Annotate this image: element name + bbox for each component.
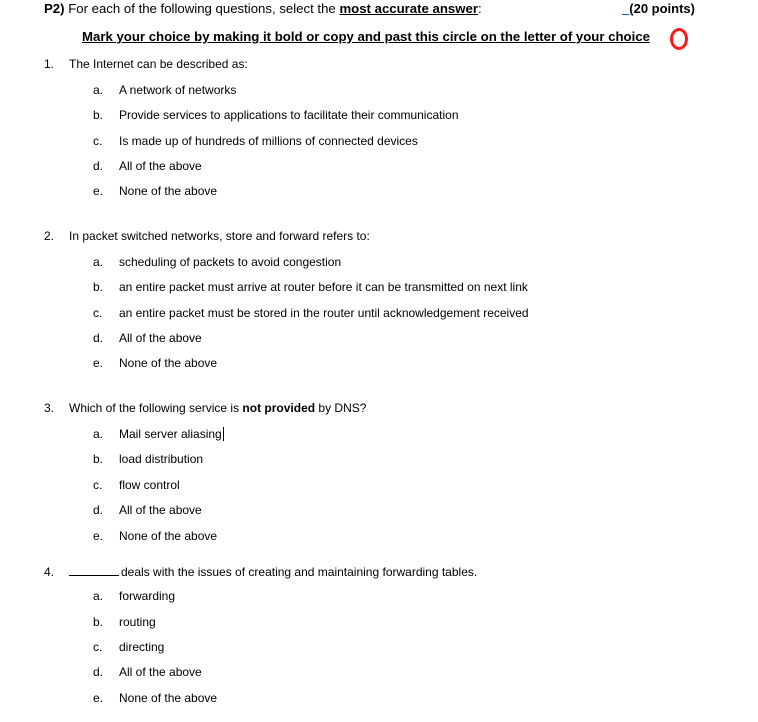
q3-option-a[interactable]: [93, 427, 224, 441]
question-emphasis: not provided: [242, 401, 316, 415]
question-number: 1.: [44, 57, 55, 71]
section-header: [44, 1, 694, 16]
question-4: [44, 564, 477, 579]
q2-option-c[interactable]: [93, 306, 529, 320]
option-letter: d.: [93, 159, 104, 173]
points-label: [622, 1, 695, 16]
option-text: None of the above: [119, 691, 218, 705]
q4-option-d[interactable]: [93, 665, 202, 679]
question-1: [44, 57, 248, 71]
option-text: forwarding: [119, 589, 176, 603]
q3-option-d[interactable]: [93, 503, 202, 517]
question-text-after: by DNS?: [315, 401, 367, 415]
option-letter: d.: [93, 665, 104, 679]
option-letter: c.: [93, 306, 103, 320]
q3-option-b[interactable]: [93, 452, 203, 466]
option-text: All of the above: [119, 331, 202, 345]
option-letter: e.: [93, 356, 104, 370]
option-letter: a.: [93, 83, 104, 97]
option-text: scheduling of packets to avoid congestion: [119, 255, 342, 269]
option-text: load distribution: [119, 452, 204, 466]
option-letter: d.: [93, 503, 104, 517]
q3-option-c[interactable]: [93, 478, 180, 492]
option-text: an entire packet must arrive at router before it can be transmitted on next link: [119, 280, 528, 294]
option-text: None of the above: [119, 529, 218, 543]
text-cursor: [223, 427, 224, 441]
option-text: Is made up of hundreds of millions of connected devices: [119, 134, 418, 148]
q1-option-b[interactable]: [93, 108, 459, 122]
option-text: None of the above: [119, 184, 218, 198]
question-number: 2.: [44, 229, 55, 243]
option-text: directing: [119, 640, 165, 654]
option-letter: c.: [93, 640, 103, 654]
option-text: Provide services to applications to facilitate their communication: [119, 108, 459, 122]
header-text: For each of the following questions, select the: [64, 1, 340, 16]
option-letter: e.: [93, 691, 104, 705]
option-letter: c.: [93, 478, 103, 492]
q3-option-e[interactable]: [93, 529, 217, 543]
option-letter: e.: [93, 184, 104, 198]
q1-option-a[interactable]: [93, 83, 236, 97]
option-text: an entire packet must be stored in the router until acknowledgement received: [119, 306, 529, 320]
answer-circle-icon[interactable]: [670, 28, 688, 50]
option-letter: c.: [93, 134, 103, 148]
option-text: flow control: [119, 478, 180, 492]
option-text: All of the above: [119, 665, 202, 679]
question-text: The Internet can be described as:: [69, 57, 248, 71]
fill-in-blank: [69, 564, 119, 576]
option-letter: d.: [93, 331, 104, 345]
q4-option-c[interactable]: [93, 640, 164, 654]
section-label: P2): [44, 1, 65, 16]
question-number: 4.: [44, 565, 55, 579]
question-text: Which of the following service is: [69, 401, 243, 415]
option-letter: e.: [93, 529, 104, 543]
option-text: A network of networks: [119, 83, 237, 97]
q1-option-d[interactable]: [93, 159, 202, 173]
option-text: All of the above: [119, 159, 202, 173]
q2-option-b[interactable]: [93, 280, 528, 294]
question-3: [44, 401, 366, 415]
header-emphasis: most accurate answer: [339, 1, 478, 16]
question-text: deals with the issues of creating and maintaining forwarding tables.: [121, 565, 478, 579]
q2-option-a[interactable]: [93, 255, 341, 269]
q4-option-a[interactable]: [93, 589, 175, 603]
option-text: All of the above: [119, 503, 202, 517]
points-text: (20 points): [629, 1, 695, 16]
q4-option-b[interactable]: [93, 615, 156, 629]
question-2: [44, 229, 370, 243]
option-letter: b.: [93, 108, 104, 122]
option-text: None of the above: [119, 356, 218, 370]
option-letter: a.: [93, 255, 104, 269]
option-letter: b.: [93, 615, 104, 629]
question-text: In packet switched networks, store and forward refers to:: [69, 229, 370, 243]
header-colon: :: [477, 1, 482, 16]
option-text: routing: [119, 615, 156, 629]
q4-option-e[interactable]: [93, 691, 217, 705]
q2-option-d[interactable]: [93, 331, 202, 345]
q2-option-e[interactable]: [93, 356, 217, 370]
q1-option-c[interactable]: [93, 134, 418, 148]
points-underscore: _: [622, 1, 630, 16]
question-number: 3.: [44, 401, 55, 415]
q1-option-e[interactable]: [93, 184, 217, 198]
instruction-text: Mark your choice by making it bold or copy and past this circle on the letter of your choice: [82, 29, 650, 44]
option-text: Mail server aliasing: [119, 427, 222, 441]
option-letter: b.: [93, 452, 104, 466]
option-letter: a.: [93, 589, 104, 603]
option-letter: a.: [93, 427, 104, 441]
option-letter: b.: [93, 280, 104, 294]
